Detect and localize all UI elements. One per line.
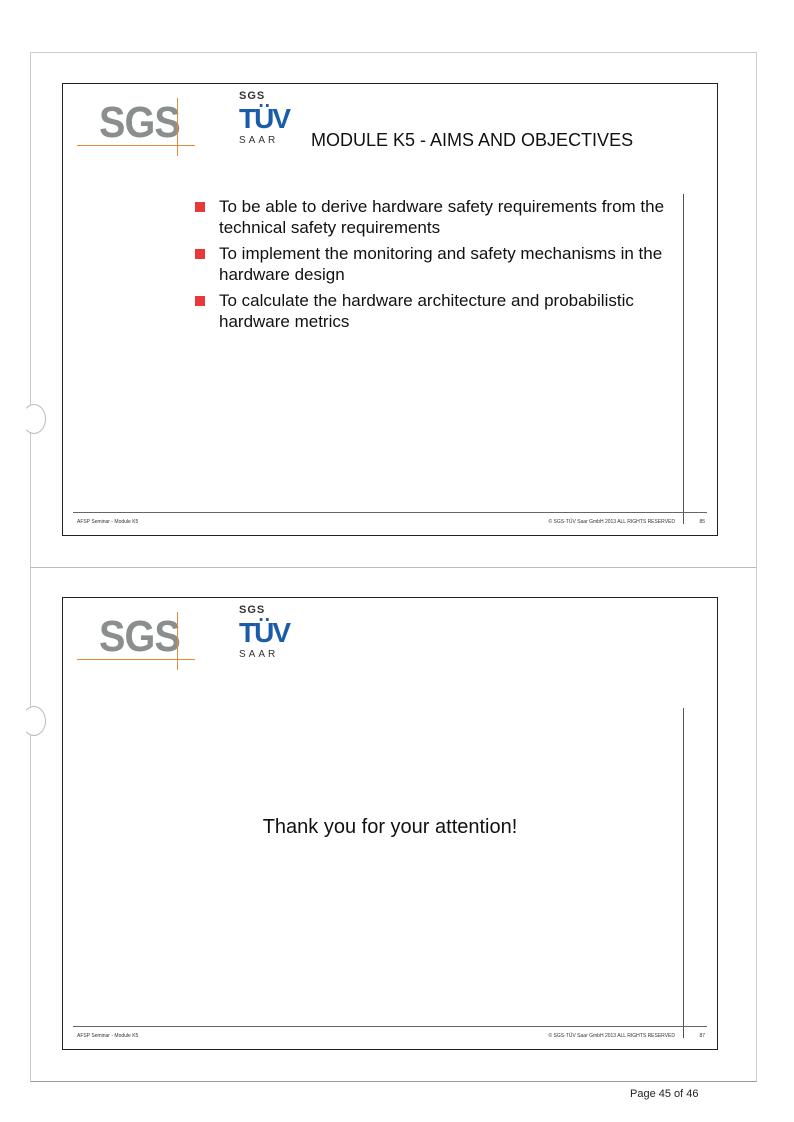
tuv-logo-main: TÜV (239, 617, 289, 648)
list-item (195, 243, 675, 285)
thank-you-message: Thank you for your attention! (262, 816, 518, 838)
tuv-saar-logo (239, 90, 299, 147)
footer-divider (73, 512, 707, 513)
logo-line (177, 98, 178, 156)
tuv-logo-top: SGS (239, 604, 266, 616)
list-item (195, 290, 675, 332)
divider (683, 194, 684, 524)
list-item (195, 196, 675, 238)
footer-divider (73, 1026, 707, 1027)
tuv-logo-bottom: SAAR (239, 135, 279, 146)
footer-left: AFSP Seminar - Module K5 (77, 519, 139, 525)
bullet-icon (195, 249, 205, 259)
tuv-logo-bottom: SAAR (239, 649, 279, 660)
slide-number: 87 (699, 1033, 705, 1039)
sgs-logo: SGS (99, 612, 180, 661)
tuv-logo-main: TÜV (239, 103, 289, 134)
tuv-logo-top: SGS (239, 90, 266, 102)
slide-separator (30, 567, 756, 568)
bullet-text: To implement the monitoring and safety mechanisms in the hardware design (219, 244, 663, 284)
logo-line (177, 612, 178, 670)
bullet-text: To be able to derive hardware safety requirements from the technical safety requirements (219, 197, 665, 237)
footer-copyright: © SGS-TÜV Saar GmbH 2013 ALL RIGHTS RESERVED (548, 519, 675, 525)
page-number: Page 45 of 46 (630, 1088, 699, 1100)
slide-87 (62, 597, 718, 1050)
objectives-list (195, 196, 675, 337)
slide-number: 85 (699, 519, 705, 525)
slide-85 (62, 83, 718, 536)
bullet-icon (195, 296, 205, 306)
sgs-logo: SGS (99, 98, 180, 147)
punch-hole (22, 706, 46, 736)
tuv-saar-logo (239, 604, 299, 661)
footer-left: AFSP Seminar - Module K5 (77, 1033, 139, 1039)
bullet-icon (195, 202, 205, 212)
punch-hole (22, 404, 46, 434)
bullet-text: To calculate the hardware architecture and probabilistic hardware metrics (219, 291, 634, 331)
footer-copyright: © SGS-TÜV Saar GmbH 2013 ALL RIGHTS RESERVED (548, 1033, 675, 1039)
divider (683, 708, 684, 1038)
slide-title: MODULE K5 - AIMS AND OBJECTIVES (311, 130, 634, 150)
